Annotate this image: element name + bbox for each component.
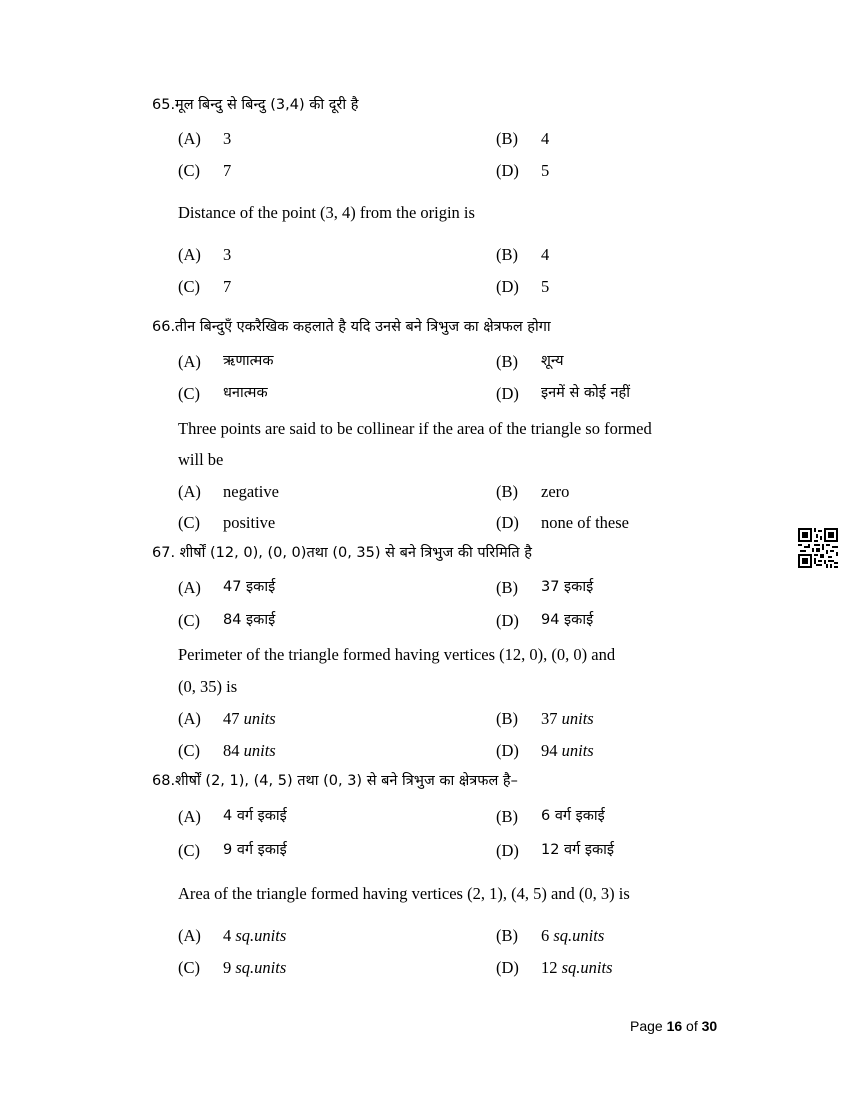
q66-en-option-c: positive [223,513,276,532]
q67-en-option-a: 47 units [223,709,276,728]
q68-en-option-b: 6 sq.units [541,926,605,945]
q65-hindi-stem: 65.मूल बिन्दु से बिन्दु (3,4) की दूरी है [152,97,359,113]
q66-en-option-b-letter: (B) [496,482,518,501]
q66-hi-option-d: इनमें से कोई नहीं [541,385,630,401]
q67-hi-option-b-letter: (B) [496,578,518,597]
q67-hi-option-c: 84 इकाई [223,612,276,628]
q67-hindi-stem: 67. शीर्षों (12, 0), (0, 0)तथा (0, 35) से बने त्रिभुज की परिमिति है [152,545,532,561]
q68-en-option-b-unit: sq.units [553,926,605,945]
q68-en-option-c-letter: (C) [178,958,200,977]
q68-en-option-a-unit: sq.units [235,926,287,945]
q65-english-stem: Distance of the point (3, 4) from the origin is [178,203,475,222]
q66-en-option-a-letter: (A) [178,482,201,501]
q67-en-option-c-letter: (C) [178,741,200,760]
q67-en-option-b: 37 units [541,709,594,728]
q68-hi-option-c-letter: (C) [178,841,200,860]
q67-english-stem-line2: (0, 35) is [178,677,238,696]
q68-hi-option-b-letter: (B) [496,807,518,826]
q67-en-option-c-unit: units [243,741,276,760]
q65-hi-option-a: 3 [223,129,232,148]
q65-hi-option-d: 5 [541,161,550,180]
q65-hi-option-b-letter: (B) [496,129,518,148]
q68-hi-option-c: 9 वर्ग इकाई [223,842,287,858]
qr-code-icon [798,528,838,568]
q66-hi-option-c-letter: (C) [178,384,200,403]
q68-en-option-d: 12 sq.units [541,958,613,977]
q67-hi-option-b: 37 इकाई [541,579,594,595]
q65-en-option-a-letter: (A) [178,245,201,264]
q66-en-option-b: zero [541,482,570,501]
q67-en-option-b-unit: units [561,709,594,728]
q67-hi-option-d-letter: (D) [496,611,519,630]
q66-en-option-a: negative [223,482,279,501]
q65-en-option-d-letter: (D) [496,277,519,296]
q67-en-option-a-unit: units [243,709,276,728]
q66-hindi-stem: 66.तीन बिन्दुएँ एकरैखिक कहलाते है यदि उनसे बने त्रिभुज का क्षेत्रफल होगा [152,319,551,335]
q67-en-option-b-letter: (B) [496,709,518,728]
q68-hi-option-a: 4 वर्ग इकाई [223,808,287,824]
q68-en-option-a: 4 sq.units [223,926,287,945]
q68-en-option-c: 9 sq.units [223,958,287,977]
q67-hi-option-c-letter: (C) [178,611,200,630]
q68-en-option-d-unit: sq.units [561,958,613,977]
q68-hi-option-d-letter: (D) [496,841,519,860]
page-footer: Page 16 of 30 [630,1018,718,1034]
q67-hi-option-d: 94 इकाई [541,612,594,628]
q68-en-option-a-letter: (A) [178,926,201,945]
q67-en-option-d-unit: units [561,741,594,760]
q65-en-option-b: 4 [541,245,550,264]
q68-en-option-c-unit: sq.units [235,958,287,977]
q66-hi-option-a: ऋणात्मक [223,353,274,369]
q66-hi-option-b: शून्य [541,353,564,369]
q66-hi-option-b-letter: (B) [496,352,518,371]
q66-en-option-d-letter: (D) [496,513,519,532]
q67-hi-option-a-letter: (A) [178,578,201,597]
q66-hi-option-d-letter: (D) [496,384,519,403]
total-pages-number: 30 [701,1018,718,1034]
q66-en-option-d: none of these [541,513,629,532]
q66-hi-option-c: धनात्मक [223,385,268,401]
current-page-number: 16 [666,1018,683,1034]
q68-hi-option-b: 6 वर्ग इकाई [541,808,605,824]
q66-english-stem-line1: Three points are said to be collinear if the area of the triangle so formed [178,419,652,438]
q65-en-option-d: 5 [541,277,550,296]
q65-hi-option-c-letter: (C) [178,161,200,180]
q68-hi-option-d: 12 वर्ग इकाई [541,842,615,858]
q67-en-option-c: 84 units [223,741,276,760]
q68-hindi-stem: 68.शीर्षों (2, 1), (4, 5) तथा (0, 3) से बने त्रिभुज का क्षेत्रफल है– [152,773,518,789]
q66-hi-option-a-letter: (A) [178,352,201,371]
q65-en-option-c: 7 [223,277,232,296]
q68-en-option-b-letter: (B) [496,926,518,945]
q68-hi-option-a-letter: (A) [178,807,201,826]
q67-en-option-d-letter: (D) [496,741,519,760]
q65-hi-option-d-letter: (D) [496,161,519,180]
q65-en-option-b-letter: (B) [496,245,518,264]
q68-en-option-d-letter: (D) [496,958,519,977]
q67-en-option-a-letter: (A) [178,709,201,728]
q67-en-option-d: 94 units [541,741,594,760]
q67-hi-option-a: 47 इकाई [223,579,276,595]
q68-english-stem: Area of the triangle formed having vertices (2, 1), (4, 5) and (0, 3) is [178,884,630,903]
q65-hi-option-b: 4 [541,129,550,148]
q65-en-option-a: 3 [223,245,232,264]
q65-hi-option-a-letter: (A) [178,129,201,148]
q65-hi-option-c: 7 [223,161,232,180]
q67-english-stem-line1: Perimeter of the triangle formed having vertices (12, 0), (0, 0) and [178,645,616,664]
q65-en-option-c-letter: (C) [178,277,200,296]
q66-en-option-c-letter: (C) [178,513,200,532]
q66-english-stem-line2: will be [178,450,224,469]
